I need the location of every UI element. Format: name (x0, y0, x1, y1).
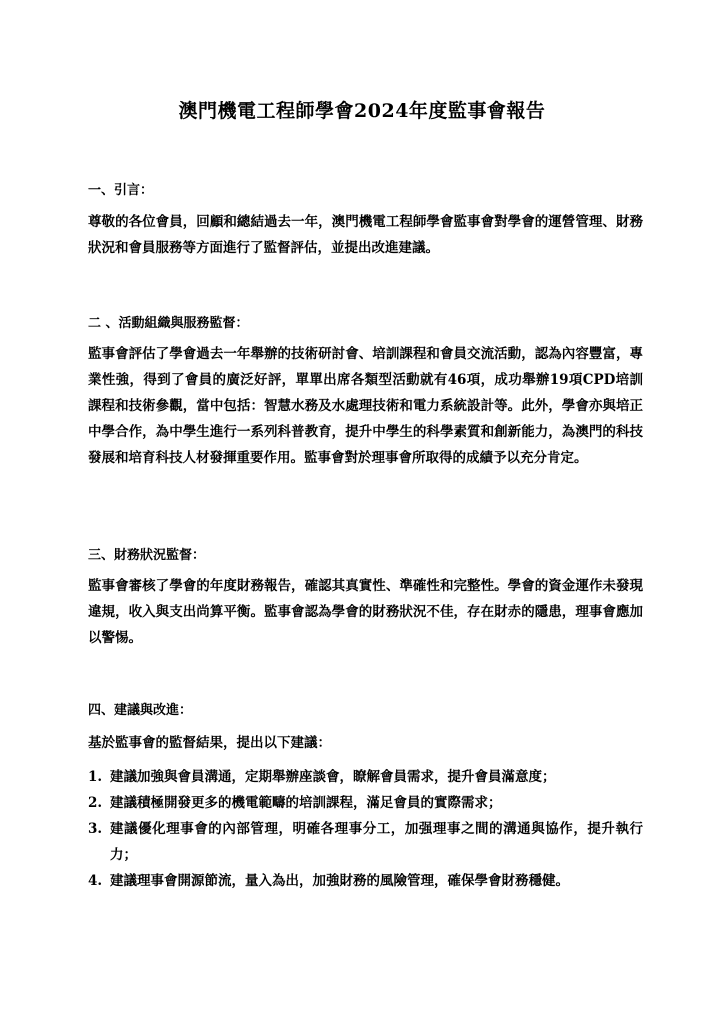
list-item-number: 3. (88, 821, 103, 837)
list-item-number: 1. (88, 769, 103, 785)
list-item (88, 764, 643, 790)
section-heading-activities: 二 、活動組織與服務監督： (88, 316, 249, 331)
list-item-text: 建議優化理事會的內部管理，明確各理事分工，加强理事之間的溝通與協作，提升執行力； (110, 821, 643, 863)
list-item (88, 816, 643, 868)
suggestions-list (88, 764, 643, 894)
list-item-text: 建議加強與會員溝通，定期舉辦座談會，瞭解會員需求，提升會員滿意度； (110, 769, 556, 785)
section-heading-finance: 三、財務狀況監督： (88, 548, 206, 563)
list-item (88, 868, 643, 894)
section-paragraph-finance: 監事會審核了學會的年度財務報告，確認其真實性、準確性和完整性。學會的資金運作未發現違規，收入與支出尚算平衡。監事會認為學會的財務狀況不佳，存在財赤的隱患，理事會應加以警惕。 (88, 578, 643, 646)
section-heading-introduction: 一、引言： (88, 183, 154, 198)
list-item-text: 建議理事會開源節流，量入為出，加強財務的風險管理，確保學會財務穩健。 (110, 873, 569, 889)
list-item (88, 790, 643, 816)
list-item-number: 2. (88, 795, 103, 811)
section-paragraph-activities: 監事會評估了學會過去一年舉辦的技術研討會、培訓課程和會員交流活動，認為內容豐富，專業性強，得到了會員的廣泛好評，單單出席各類型活動就有46項，成功舉辦19項CPD培訓課程和技術參觀，當中包括：智慧水務及水處理技術和電力系統設計等。此外，學會亦與培正中學合作，為中學生進行一系列科普教育，提升中學生的科學素質和創新能力，為澳門的科技發展和培育科技人材發揮重要作用。監事會對於理事會所取得的成績予以充分肯定。 (88, 346, 643, 466)
document-title: 澳門機電工程師學會2024年度監事會報告 (178, 100, 546, 122)
list-item-text: 建議積極開發更多的機電範疇的培訓課程，滿足會員的實際需求； (110, 795, 502, 811)
suggestions-intro: 基於監事會的監督結果，提出以下建議： (88, 735, 331, 751)
list-item-number: 4. (88, 873, 103, 889)
section-paragraph-introduction: 尊敬的各位會員，回顧和總結過去一年，澳門機電工程師學會監事會對學會的運營管理、財務狀況和會員服務等方面進行了監督評估，並提出改進建議。 (88, 214, 643, 256)
section-heading-suggestions: 四、建議與改進： (88, 703, 193, 718)
